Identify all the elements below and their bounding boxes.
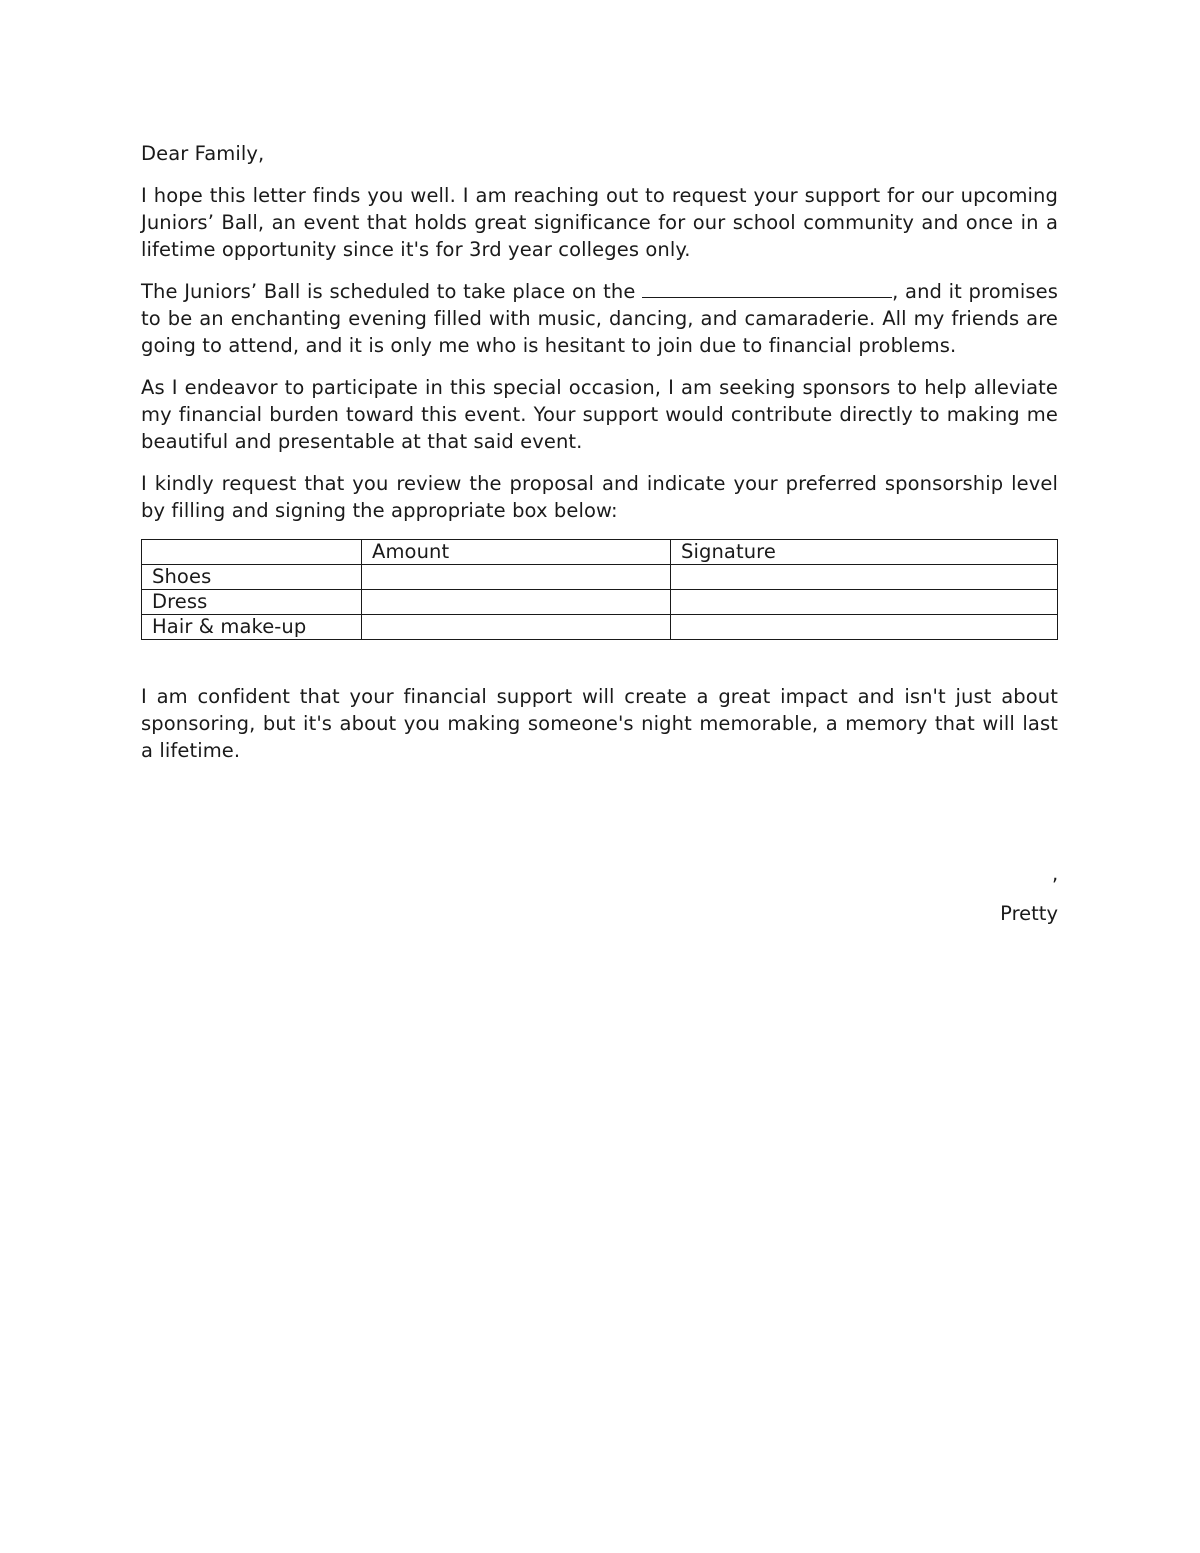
sponsorship-table [141, 539, 1058, 640]
greeting: Dear Family, [141, 142, 265, 165]
table-row [142, 565, 1058, 590]
letter-body [141, 140, 1058, 779]
paragraph-event-date-end: , and it promises to be an enchanting evening filled with music, dancing, and camaraderie. All my friends are going to attend, and it is only me who is hesitant to join due to financial problems. [141, 280, 1058, 357]
table-cell-amount[interactable] [362, 565, 671, 590]
paragraph-event-date [141, 278, 1058, 359]
table-cell-item: Hair & make-up [142, 615, 362, 640]
signer-name: Pretty [1000, 902, 1058, 925]
paragraph-closing: I am confident that your financial support will create a great impact and isn't just about sponsoring, but it's about you making someone's night memorable, a memory that will last a lifetime. [141, 685, 1058, 762]
table-header-signature: Signature [671, 540, 1058, 565]
paragraph-sponsor-request: As I endeavor to participate in this special occasion, I am seeking sponsors to help alleviate my financial burden toward this event. Your support would contribute directly to making me beautiful and presentable at that said event. [141, 376, 1058, 453]
paragraph-event-date-start: The Juniors’ Ball is scheduled to take place on the [141, 280, 636, 303]
table-cell-item: Shoes [142, 565, 362, 590]
paragraph-intro: I hope this letter finds you well. I am reaching out to request your support for our upcoming Juniors’ Ball, an event that holds great significance for our school community and once in a lifetime opportunity since it's for 3rd year colleges only. [141, 184, 1058, 261]
table-cell-signature[interactable] [671, 565, 1058, 590]
table-cell-signature[interactable] [671, 615, 1058, 640]
table-header-row [142, 540, 1058, 565]
table-row [142, 590, 1058, 615]
paragraph-instructions: I kindly request that you review the proposal and indicate your preferred sponsorship level by filling and signing the appropriate box below: [141, 472, 1058, 522]
table-cell-amount[interactable] [362, 590, 671, 615]
table-cell-item: Dress [142, 590, 362, 615]
table-header-amount: Amount [362, 540, 671, 565]
table-cell-signature[interactable] [671, 590, 1058, 615]
table-header-item [142, 540, 362, 565]
date-blank-line[interactable] [642, 278, 892, 298]
sign-off-comma: , [1052, 862, 1059, 885]
table-row [142, 615, 1058, 640]
table-cell-amount[interactable] [362, 615, 671, 640]
